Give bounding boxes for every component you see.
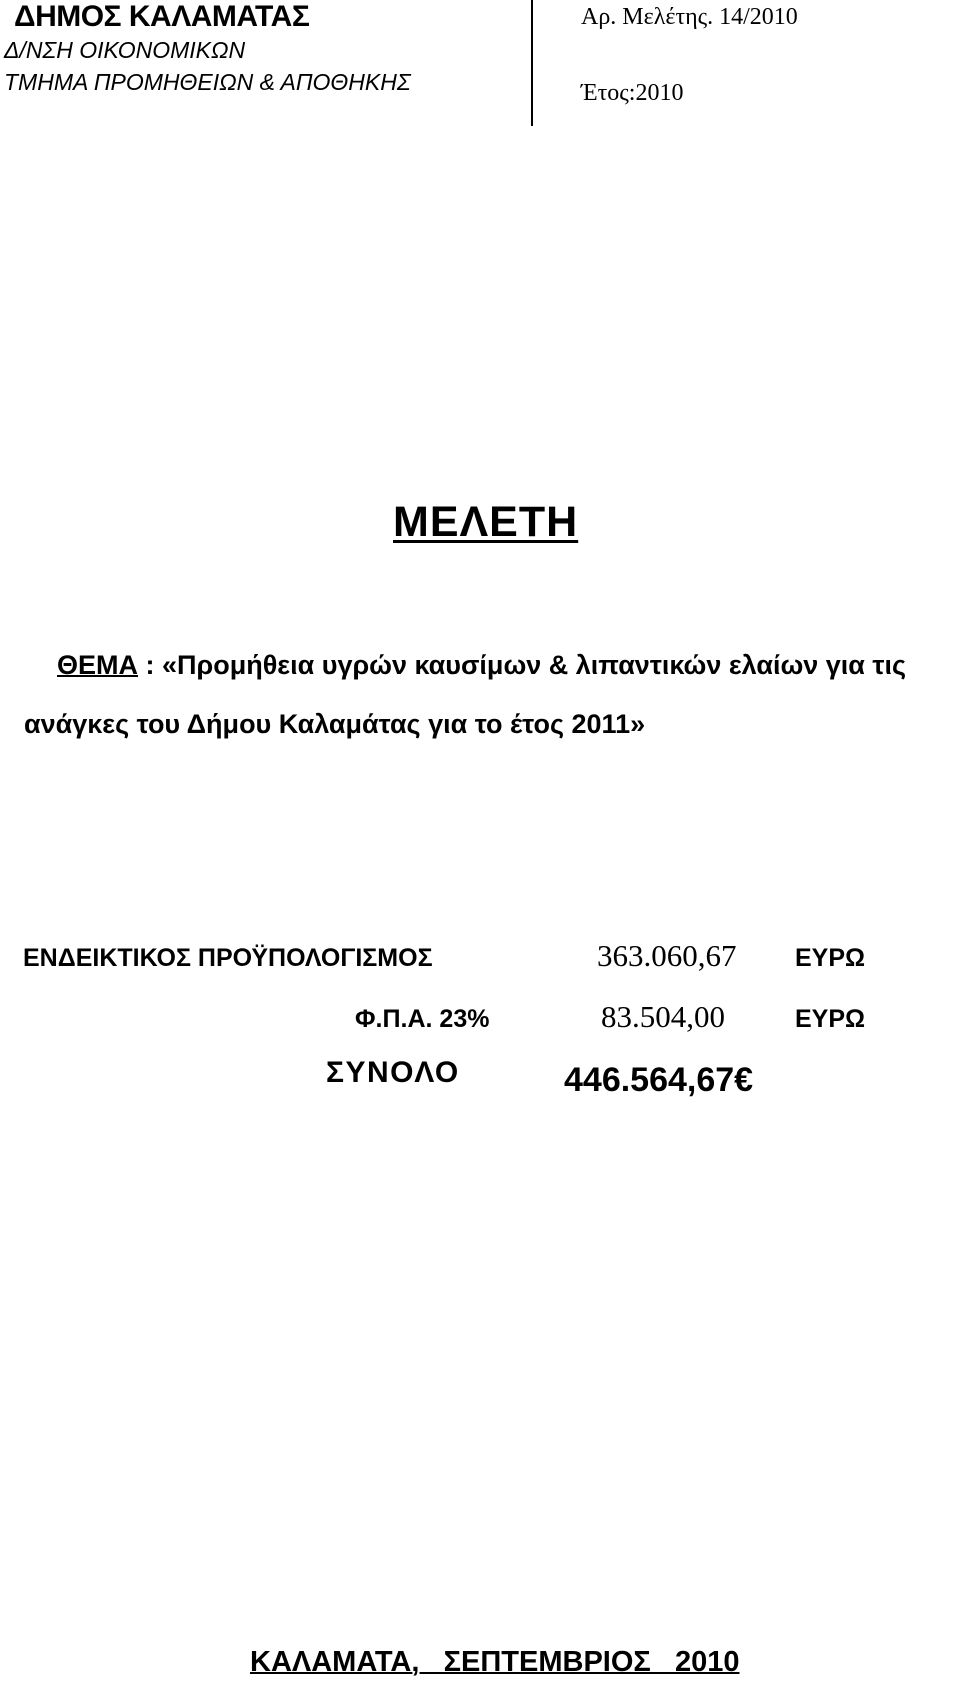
section-name: ΤΜΗΜΑ ΠΡΟΜΗΘΕΙΩΝ & ΑΠΟΘΗΚΗΣ bbox=[4, 69, 411, 95]
vat-currency: ΕΥΡΩ bbox=[795, 1005, 866, 1033]
document-title: ΜΕΛΕΤΗ bbox=[393, 498, 579, 546]
estimate-currency: ΕΥΡΩ bbox=[795, 944, 866, 972]
total-amount: 446.564,67€ bbox=[564, 1061, 754, 1099]
footer-place-date: ΚΑΛΑΜΑΤΑ, ΣΕΠΤΕΜΒΡΙΟΣ 2010 bbox=[250, 1646, 740, 1678]
study-number: Αρ. Μελέτης. 14/2010 bbox=[581, 4, 798, 30]
subject-line-2: ανάγκες του Δήμου Καλαμάτας για το έτος 2011» bbox=[24, 709, 646, 739]
estimate-amount: 363.060,67 bbox=[597, 938, 737, 973]
vat-label: Φ.Π.Α. 23% bbox=[355, 1005, 490, 1033]
organization-name: ΔΗΜΟΣ ΚΑΛΑΜΑΤΑΣ bbox=[14, 0, 310, 33]
subject-line-1 bbox=[57, 650, 906, 681]
study-year: Έτος:2010 bbox=[581, 80, 684, 106]
total-label: ΣΥΝΟΛΟ bbox=[326, 1056, 460, 1089]
vat-amount: 83.504,00 bbox=[601, 999, 725, 1034]
division-name: Δ/ΝΣΗ ΟΙΚΟΝΟΜΙΚΩΝ bbox=[4, 37, 246, 63]
subject-text-1: : «Προμήθεια υγρών καυσίμων & λιπαντικών ελαίων για τις bbox=[138, 650, 906, 680]
estimate-label: ΕΝΔΕΙΚΤΙΚΟΣ ΠΡΟΫΠΟΛΟΓΙΣΜΟΣ bbox=[23, 944, 433, 972]
subject-label: ΘΕΜΑ bbox=[57, 650, 138, 680]
header-divider bbox=[531, 0, 533, 126]
